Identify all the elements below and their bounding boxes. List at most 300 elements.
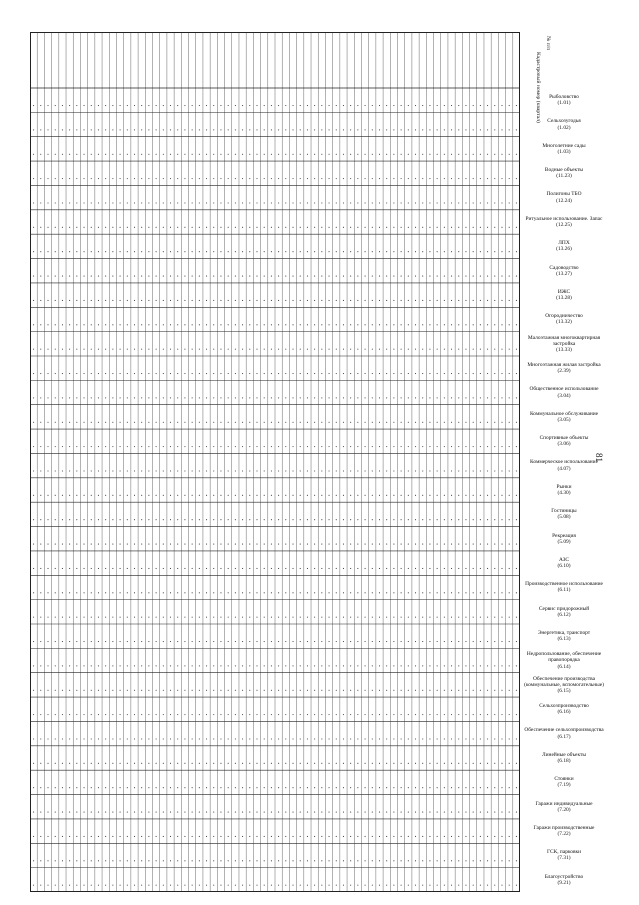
empty-cell-mark	[458, 885, 459, 886]
empty-cell-mark	[213, 373, 214, 374]
empty-cell-mark	[127, 349, 128, 350]
empty-cell-mark	[429, 178, 430, 179]
empty-cell-mark	[350, 885, 351, 886]
empty-cell-mark	[163, 397, 164, 398]
empty-cell-mark	[422, 592, 423, 593]
empty-cell-mark	[249, 154, 250, 155]
empty-cell-mark	[401, 349, 402, 350]
empty-cell-mark	[228, 105, 229, 106]
empty-cell-mark	[91, 568, 92, 569]
empty-cell-mark	[415, 836, 416, 837]
empty-cell-mark	[40, 787, 41, 788]
empty-cell-mark	[307, 251, 308, 252]
empty-cell-mark	[69, 251, 70, 252]
empty-cell-mark	[458, 592, 459, 593]
empty-cell-mark	[451, 665, 452, 666]
empty-cell-mark	[177, 178, 178, 179]
empty-cell-mark	[321, 544, 322, 545]
empty-cell-mark	[509, 690, 510, 691]
empty-cell-mark	[170, 349, 171, 350]
empty-cell-mark	[271, 836, 272, 837]
empty-cell-mark	[55, 690, 56, 691]
empty-cell-mark	[401, 178, 402, 179]
empty-cell-mark	[47, 227, 48, 228]
empty-cell-mark	[278, 154, 279, 155]
empty-cell-mark	[509, 836, 510, 837]
empty-cell-mark	[372, 738, 373, 739]
empty-cell-mark	[357, 885, 358, 886]
empty-cell-mark	[69, 592, 70, 593]
empty-cell-mark	[328, 105, 329, 106]
empty-cell-mark	[76, 227, 77, 228]
empty-cell-mark	[372, 373, 373, 374]
empty-cell-mark	[516, 178, 517, 179]
empty-cell-mark	[458, 470, 459, 471]
empty-cell-mark	[76, 276, 77, 277]
empty-cell-mark	[98, 495, 99, 496]
empty-cell-mark	[314, 349, 315, 350]
empty-cell-mark	[415, 690, 416, 691]
empty-cell-mark	[228, 470, 229, 471]
empty-cell-mark	[300, 592, 301, 593]
empty-cell-mark	[120, 178, 121, 179]
empty-cell-mark	[422, 714, 423, 715]
empty-cell-mark	[76, 714, 77, 715]
empty-cell-mark	[278, 202, 279, 203]
empty-cell-mark	[343, 738, 344, 739]
empty-cell-mark	[292, 860, 293, 861]
empty-cell-mark	[249, 446, 250, 447]
empty-cell-mark	[206, 738, 207, 739]
empty-cell-mark	[156, 105, 157, 106]
empty-cell-mark	[278, 470, 279, 471]
empty-cell-mark	[328, 251, 329, 252]
empty-cell-mark	[55, 446, 56, 447]
empty-cell-mark	[40, 422, 41, 423]
empty-cell-mark	[112, 738, 113, 739]
empty-cell-mark	[40, 714, 41, 715]
empty-cell-mark	[156, 276, 157, 277]
empty-cell-mark	[278, 276, 279, 277]
land-use-code: (6.13)	[557, 636, 571, 643]
empty-cell-mark	[465, 568, 466, 569]
empty-cell-mark	[278, 349, 279, 350]
empty-cell-mark	[91, 178, 92, 179]
empty-cell-mark	[47, 592, 48, 593]
empty-cell-mark	[177, 227, 178, 228]
empty-cell-mark	[285, 251, 286, 252]
empty-cell-mark	[408, 373, 409, 374]
empty-cell-mark	[249, 885, 250, 886]
empty-cell-mark	[69, 641, 70, 642]
empty-cell-mark	[213, 105, 214, 106]
empty-cell-mark	[256, 641, 257, 642]
empty-cell-mark	[321, 617, 322, 618]
empty-cell-mark	[480, 276, 481, 277]
land-use-code: (13.28)	[556, 295, 572, 302]
empty-cell-mark	[249, 690, 250, 691]
empty-cell-mark	[437, 154, 438, 155]
empty-cell-mark	[357, 178, 358, 179]
empty-cell-mark	[134, 641, 135, 642]
empty-cell-mark	[336, 178, 337, 179]
empty-cell-mark	[321, 763, 322, 764]
empty-cell-mark	[401, 860, 402, 861]
empty-cell-mark	[336, 397, 337, 398]
empty-cell-mark	[242, 324, 243, 325]
empty-cell-mark	[271, 641, 272, 642]
empty-cell-mark	[83, 129, 84, 130]
empty-cell-mark	[285, 470, 286, 471]
empty-cell-mark	[372, 154, 373, 155]
empty-cell-mark	[365, 324, 366, 325]
empty-cell-mark	[415, 714, 416, 715]
empty-cell-mark	[494, 763, 495, 764]
empty-cell-mark	[451, 836, 452, 837]
land-use-column-header	[522, 821, 606, 841]
empty-cell-mark	[328, 154, 329, 155]
empty-cell-mark	[422, 202, 423, 203]
empty-cell-mark	[220, 495, 221, 496]
empty-cell-mark	[33, 690, 34, 691]
empty-cell-mark	[357, 129, 358, 130]
empty-cell-mark	[393, 519, 394, 520]
empty-cell-mark	[220, 690, 221, 691]
empty-cell-mark	[292, 251, 293, 252]
empty-cell-mark	[415, 129, 416, 130]
empty-cell-mark	[184, 251, 185, 252]
empty-cell-mark	[62, 787, 63, 788]
empty-cell-mark	[321, 665, 322, 666]
empty-cell-mark	[379, 397, 380, 398]
empty-cell-mark	[422, 422, 423, 423]
empty-cell-mark	[357, 227, 358, 228]
empty-cell-mark	[62, 129, 63, 130]
empty-cell-mark	[480, 860, 481, 861]
empty-cell-mark	[408, 592, 409, 593]
empty-cell-mark	[516, 422, 517, 423]
empty-cell-mark	[156, 860, 157, 861]
empty-cell-mark	[314, 105, 315, 106]
empty-cell-mark	[278, 129, 279, 130]
empty-cell-mark	[328, 373, 329, 374]
empty-cell-mark	[242, 641, 243, 642]
empty-cell-mark	[220, 763, 221, 764]
empty-cell-mark	[213, 836, 214, 837]
empty-cell-mark	[386, 592, 387, 593]
empty-cell-mark	[501, 373, 502, 374]
empty-cell-mark	[444, 495, 445, 496]
empty-cell-mark	[156, 787, 157, 788]
empty-cell-mark	[206, 202, 207, 203]
empty-cell-mark	[357, 641, 358, 642]
empty-cell-mark	[328, 422, 329, 423]
empty-cell-mark	[408, 738, 409, 739]
empty-cell-mark	[429, 397, 430, 398]
empty-cell-mark	[422, 860, 423, 861]
empty-cell-mark	[365, 422, 366, 423]
empty-cell-mark	[206, 251, 207, 252]
empty-cell-mark	[170, 641, 171, 642]
empty-cell-mark	[256, 422, 257, 423]
empty-cell-mark	[91, 422, 92, 423]
empty-cell-mark	[148, 738, 149, 739]
empty-cell-mark	[386, 519, 387, 520]
empty-cell-mark	[343, 763, 344, 764]
empty-cell-mark	[271, 349, 272, 350]
empty-cell-mark	[350, 397, 351, 398]
empty-cell-mark	[451, 544, 452, 545]
land-use-code: (6.17)	[557, 733, 571, 740]
empty-cell-mark	[69, 568, 70, 569]
empty-cell-mark	[228, 812, 229, 813]
empty-cell-mark	[444, 836, 445, 837]
empty-cell-mark	[47, 349, 48, 350]
empty-cell-mark	[76, 787, 77, 788]
empty-cell-mark	[451, 300, 452, 301]
empty-cell-mark	[170, 812, 171, 813]
empty-cell-mark	[127, 617, 128, 618]
empty-cell-mark	[379, 860, 380, 861]
empty-cell-mark	[314, 665, 315, 666]
empty-cell-mark	[199, 665, 200, 666]
land-use-label: Огородничество	[545, 313, 583, 320]
empty-cell-mark	[148, 154, 149, 155]
land-use-code: (12.24)	[556, 197, 572, 204]
empty-cell-mark	[192, 812, 193, 813]
empty-cell-mark	[494, 592, 495, 593]
empty-cell-mark	[458, 251, 459, 252]
empty-cell-mark	[242, 714, 243, 715]
empty-cell-mark	[408, 446, 409, 447]
empty-cell-mark	[199, 422, 200, 423]
empty-cell-mark	[444, 885, 445, 886]
empty-cell-mark	[141, 495, 142, 496]
empty-cell-mark	[278, 544, 279, 545]
empty-cell-mark	[350, 617, 351, 618]
empty-cell-mark	[480, 470, 481, 471]
empty-cell-mark	[393, 738, 394, 739]
empty-cell-mark	[357, 397, 358, 398]
empty-cell-mark	[307, 105, 308, 106]
empty-cell-mark	[148, 324, 149, 325]
empty-cell-mark	[501, 251, 502, 252]
empty-cell-mark	[163, 812, 164, 813]
empty-cell-mark	[300, 763, 301, 764]
empty-cell-mark	[76, 397, 77, 398]
empty-cell-mark	[199, 251, 200, 252]
empty-cell-mark	[156, 617, 157, 618]
empty-cell-mark	[69, 714, 70, 715]
empty-cell-mark	[386, 373, 387, 374]
empty-cell-mark	[336, 714, 337, 715]
land-use-label: Сервис придорожный	[538, 605, 590, 612]
empty-cell-mark	[47, 129, 48, 130]
empty-cell-mark	[40, 738, 41, 739]
empty-cell-mark	[422, 251, 423, 252]
empty-cell-mark	[328, 641, 329, 642]
empty-cell-mark	[177, 592, 178, 593]
empty-cell-mark	[292, 349, 293, 350]
empty-cell-mark	[429, 714, 430, 715]
empty-cell-mark	[393, 349, 394, 350]
empty-cell-mark	[343, 227, 344, 228]
empty-cell-mark	[192, 227, 193, 228]
empty-cell-mark	[437, 276, 438, 277]
empty-cell-mark	[228, 227, 229, 228]
land-use-code: (7.22)	[557, 831, 571, 838]
empty-cell-mark	[350, 470, 351, 471]
empty-cell-mark	[278, 568, 279, 569]
empty-cell-mark	[199, 446, 200, 447]
empty-cell-mark	[120, 812, 121, 813]
land-use-code: (1.02)	[557, 124, 571, 131]
empty-cell-mark	[473, 617, 474, 618]
empty-cell-mark	[336, 860, 337, 861]
empty-cell-mark	[516, 665, 517, 666]
empty-cell-mark	[379, 714, 380, 715]
empty-cell-mark	[184, 690, 185, 691]
empty-cell-mark	[408, 665, 409, 666]
empty-cell-mark	[429, 836, 430, 837]
land-use-label: Коммунальное обслуживание	[529, 410, 599, 417]
empty-cell-mark	[285, 276, 286, 277]
empty-cell-mark	[199, 860, 200, 861]
empty-cell-mark	[112, 787, 113, 788]
empty-cell-mark	[62, 446, 63, 447]
empty-cell-mark	[379, 592, 380, 593]
empty-cell-mark	[249, 470, 250, 471]
empty-cell-mark	[249, 812, 250, 813]
empty-cell-mark	[429, 860, 430, 861]
land-use-column-header	[522, 334, 606, 354]
empty-cell-mark	[401, 714, 402, 715]
empty-cell-mark	[408, 617, 409, 618]
empty-cell-mark	[69, 885, 70, 886]
empty-cell-mark	[350, 738, 351, 739]
empty-cell-mark	[516, 592, 517, 593]
empty-cell-mark	[336, 738, 337, 739]
empty-cell-mark	[141, 227, 142, 228]
empty-cell-mark	[127, 446, 128, 447]
empty-cell-mark	[163, 446, 164, 447]
empty-cell-mark	[285, 738, 286, 739]
land-use-label: Производственное использование	[525, 581, 603, 588]
empty-cell-mark	[228, 397, 229, 398]
empty-cell-mark	[285, 227, 286, 228]
empty-cell-mark	[300, 397, 301, 398]
empty-cell-mark	[285, 349, 286, 350]
empty-cell-mark	[336, 373, 337, 374]
empty-cell-mark	[156, 349, 157, 350]
empty-cell-mark	[256, 592, 257, 593]
empty-cell-mark	[321, 860, 322, 861]
empty-cell-mark	[487, 568, 488, 569]
empty-cell-mark	[429, 812, 430, 813]
empty-cell-mark	[120, 787, 121, 788]
empty-cell-mark	[141, 617, 142, 618]
land-use-code: (7.19)	[557, 782, 571, 789]
empty-cell-mark	[177, 202, 178, 203]
empty-cell-mark	[83, 373, 84, 374]
empty-cell-mark	[300, 276, 301, 277]
empty-cell-mark	[501, 105, 502, 106]
empty-cell-mark	[336, 105, 337, 106]
empty-cell-mark	[55, 251, 56, 252]
empty-cell-mark	[98, 373, 99, 374]
empty-cell-mark	[494, 373, 495, 374]
empty-cell-mark	[163, 860, 164, 861]
empty-cell-mark	[314, 641, 315, 642]
empty-cell-mark	[509, 397, 510, 398]
empty-cell-mark	[55, 495, 56, 496]
empty-cell-mark	[235, 178, 236, 179]
empty-cell-mark	[429, 690, 430, 691]
empty-cell-mark	[487, 446, 488, 447]
empty-cell-mark	[91, 470, 92, 471]
empty-cell-mark	[480, 446, 481, 447]
empty-cell-mark	[33, 665, 34, 666]
empty-cell-mark	[343, 422, 344, 423]
empty-cell-mark	[314, 860, 315, 861]
empty-cell-mark	[184, 885, 185, 886]
empty-cell-mark	[235, 349, 236, 350]
empty-cell-mark	[379, 202, 380, 203]
empty-cell-mark	[55, 178, 56, 179]
empty-cell-mark	[494, 397, 495, 398]
empty-cell-mark	[429, 763, 430, 764]
empty-cell-mark	[40, 641, 41, 642]
empty-cell-mark	[473, 154, 474, 155]
empty-cell-mark	[415, 763, 416, 764]
empty-cell-mark	[206, 763, 207, 764]
empty-cell-mark	[220, 446, 221, 447]
empty-cell-mark	[401, 446, 402, 447]
empty-cell-mark	[55, 105, 56, 106]
empty-cell-mark	[199, 690, 200, 691]
empty-cell-mark	[83, 665, 84, 666]
empty-cell-mark	[321, 592, 322, 593]
empty-cell-mark	[55, 349, 56, 350]
empty-cell-mark	[62, 665, 63, 666]
empty-cell-mark	[242, 129, 243, 130]
empty-cell-mark	[465, 105, 466, 106]
empty-cell-mark	[40, 178, 41, 179]
empty-cell-mark	[47, 860, 48, 861]
empty-cell-mark	[480, 202, 481, 203]
empty-cell-mark	[105, 178, 106, 179]
empty-cell-mark	[184, 202, 185, 203]
empty-cell-mark	[465, 324, 466, 325]
empty-cell-mark	[408, 495, 409, 496]
empty-cell-mark	[91, 885, 92, 886]
empty-cell-mark	[487, 276, 488, 277]
empty-cell-mark	[199, 178, 200, 179]
empty-cell-mark	[509, 349, 510, 350]
empty-cell-mark	[271, 202, 272, 203]
empty-cell-mark	[163, 178, 164, 179]
empty-cell-mark	[473, 544, 474, 545]
empty-cell-mark	[328, 300, 329, 301]
empty-cell-mark	[47, 641, 48, 642]
empty-cell-mark	[170, 495, 171, 496]
empty-cell-mark	[292, 641, 293, 642]
empty-cell-mark	[451, 202, 452, 203]
empty-cell-mark	[163, 617, 164, 618]
empty-cell-mark	[220, 397, 221, 398]
empty-cell-mark	[285, 544, 286, 545]
empty-cell-mark	[228, 665, 229, 666]
